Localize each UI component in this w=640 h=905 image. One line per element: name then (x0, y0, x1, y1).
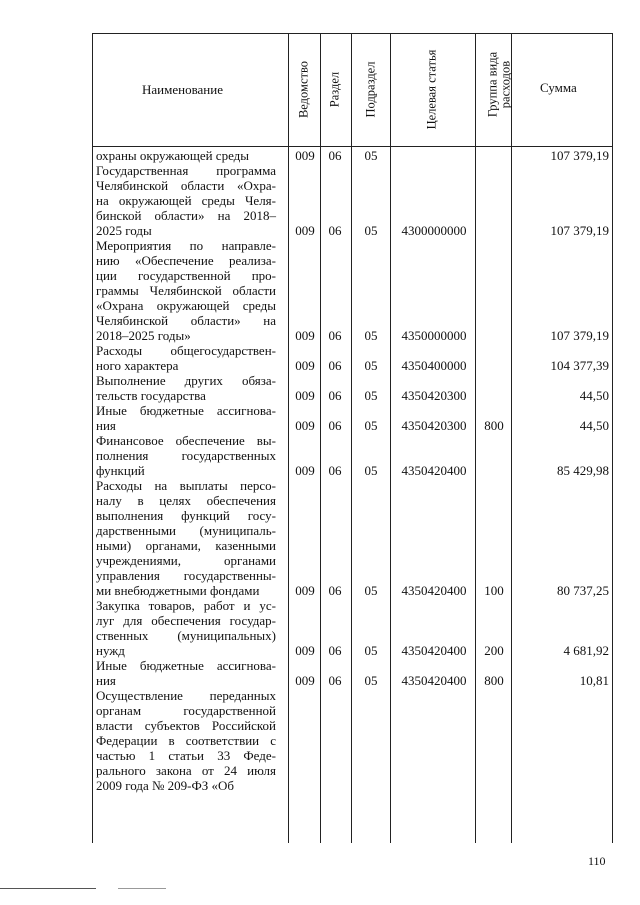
cell-summa: 10,81 (579, 673, 609, 688)
row-name-line: ния (96, 418, 116, 433)
cell-summa: 107 379,19 (550, 223, 609, 238)
cell-celevaya: 4350400000 (401, 358, 467, 373)
row-name (96, 163, 276, 238)
row-name-line: учреждениями, органами (96, 553, 276, 568)
cell-podrazdel: 05 (364, 328, 378, 343)
header-summa: Сумма (540, 80, 577, 95)
cell-podrazdel: 05 (364, 673, 378, 688)
row-name-line: Осуществление переданных (96, 688, 276, 703)
cell-razdel: 06 (328, 643, 342, 658)
cell-razdel: 06 (328, 673, 342, 688)
row-name-line: выполнения функций госу- (96, 508, 276, 523)
row-name-line: ции государственной про- (96, 268, 276, 283)
cell-vedomstvo: 009 (295, 463, 315, 478)
cell-gruppa: 800 (484, 418, 504, 433)
cell-summa: 107 379,19 (550, 328, 609, 343)
row-name-line: ными) органами, казенными (96, 538, 276, 553)
table-row (0, 403, 640, 433)
row-name (96, 598, 276, 658)
cell-podrazdel: 05 (364, 223, 378, 238)
row-name-line: рального закона от 24 июля (96, 763, 276, 778)
row-name-line: ния (96, 673, 116, 688)
cell-gruppa: 100 (484, 583, 504, 598)
row-name-line: полнения государственных (96, 448, 276, 463)
cell-celevaya: 4350420400 (401, 673, 467, 688)
table-row (0, 688, 640, 793)
row-name-line: нию «Обеспечение реализа- (96, 253, 276, 268)
row-name-line: налу в целях обеспечения (96, 493, 276, 508)
cell-razdel: 06 (328, 358, 342, 373)
header-name: Наименование (142, 82, 223, 97)
table-row (0, 373, 640, 403)
row-name (96, 658, 276, 688)
cell-celevaya: 4350420400 (401, 643, 467, 658)
scan-artifact (0, 888, 96, 889)
row-name (96, 688, 276, 793)
cell-podrazdel: 05 (364, 583, 378, 598)
cell-razdel: 06 (328, 223, 342, 238)
row-name-line: нужд (96, 643, 125, 658)
row-name-line: Челябинской области» на (96, 313, 276, 328)
cell-razdel: 06 (328, 463, 342, 478)
header-celevaya: Целевая статья (424, 49, 439, 130)
row-name-line: ственных (муниципальных) (96, 628, 276, 643)
cell-podrazdel: 05 (364, 643, 378, 658)
cell-podrazdel: 05 (364, 463, 378, 478)
row-name-line: луг для обеспечения государ- (96, 613, 276, 628)
row-name-line: Иные бюджетные ассигнова- (96, 403, 276, 418)
cell-razdel: 06 (328, 418, 342, 433)
row-name-line: 2025 годы (96, 223, 152, 238)
row-name (96, 373, 276, 403)
row-name-line: органам государственной (96, 703, 276, 718)
table-row (0, 433, 640, 478)
cell-podrazdel: 05 (364, 148, 378, 163)
table-row (0, 163, 640, 238)
cell-razdel: 06 (328, 388, 342, 403)
row-name-line: тельств государства (96, 388, 206, 403)
table-row (0, 598, 640, 658)
cell-summa: 104 377,39 (550, 358, 609, 373)
cell-vedomstvo: 009 (295, 673, 315, 688)
header-podrazdel: Подраздел (363, 61, 378, 118)
cell-vedomstvo: 009 (295, 643, 315, 658)
cell-celevaya: 4350420300 (401, 418, 467, 433)
cell-summa: 107 379,19 (550, 148, 609, 163)
cell-vedomstvo: 009 (295, 148, 315, 163)
row-name-line: 2018–2025 годы» (96, 328, 191, 343)
cell-podrazdel: 05 (364, 418, 378, 433)
row-name (96, 478, 276, 598)
row-name (96, 403, 276, 433)
header-gruppa-line2: расходов (498, 60, 513, 109)
row-name-line: ного характера (96, 358, 179, 373)
cell-celevaya: 4350420300 (401, 388, 467, 403)
cell-celevaya: 4350000000 (401, 328, 467, 343)
row-name (96, 148, 276, 163)
row-name-line: власти субъектов Российской (96, 718, 276, 733)
cell-celevaya: 4350420400 (401, 583, 467, 598)
row-name-line: Финансовое обеспечение вы- (96, 433, 276, 448)
table-row (0, 238, 640, 343)
cell-podrazdel: 05 (364, 388, 378, 403)
cell-vedomstvo: 009 (295, 418, 315, 433)
row-name-line: Закупка товаров, работ и ус- (96, 598, 276, 613)
cell-vedomstvo: 009 (295, 223, 315, 238)
row-name-line: Государственная программа (96, 163, 276, 178)
row-name-line: Иные бюджетные ассигнова- (96, 658, 276, 673)
cell-razdel: 06 (328, 583, 342, 598)
header-vedomstvo: Ведомство (296, 60, 311, 119)
row-name-line: Федерации в соответствии с (96, 733, 276, 748)
cell-summa: 44,50 (579, 418, 609, 433)
cell-razdel: 06 (328, 328, 342, 343)
row-name-line: управления государственны- (96, 568, 276, 583)
row-name (96, 238, 276, 343)
header-bottom-border (92, 146, 613, 147)
row-name-line: функций (96, 463, 145, 478)
cell-gruppa: 800 (484, 673, 504, 688)
cell-summa: 85 429,98 (557, 463, 609, 478)
cell-podrazdel: 05 (364, 358, 378, 373)
header-razdel: Раздел (327, 71, 342, 108)
cell-summa: 80 737,25 (557, 583, 609, 598)
row-name (96, 343, 276, 373)
cell-summa: 44,50 (579, 388, 609, 403)
header-gruppa-line1: Группа вида (485, 51, 500, 118)
row-name-line: бинской области» на 2018– (96, 208, 276, 223)
table-row (0, 343, 640, 373)
row-name-line: 2009 года № 209-ФЗ «Об (96, 778, 235, 793)
cell-gruppa: 200 (484, 643, 504, 658)
cell-vedomstvo: 009 (295, 388, 315, 403)
cell-celevaya: 4350420400 (401, 463, 467, 478)
row-name-line: Челябинской области «Охра- (96, 178, 276, 193)
table-row (0, 148, 640, 163)
cell-vedomstvo: 009 (295, 358, 315, 373)
table-border-top (92, 33, 613, 34)
row-name-line: Расходы на выплаты персо- (96, 478, 276, 493)
cell-celevaya: 4300000000 (401, 223, 467, 238)
table-row (0, 658, 640, 688)
table-row (0, 478, 640, 598)
row-name-line: «Охрана окружающей среды (96, 298, 276, 313)
row-name-line: частью 1 статьи 33 Феде- (96, 748, 276, 763)
row-name-line: Расходы общегосударствен- (96, 343, 276, 358)
row-name-line: охраны окружающей среды (96, 148, 250, 163)
cell-vedomstvo: 009 (295, 583, 315, 598)
row-name-line: на окружающей среды Челя- (96, 193, 276, 208)
row-name-line: дарственными (муниципаль- (96, 523, 276, 538)
row-name-line: Мероприятия по направле- (96, 238, 276, 253)
cell-vedomstvo: 009 (295, 328, 315, 343)
page-number: 110 (588, 854, 606, 868)
cell-razdel: 06 (328, 148, 342, 163)
scan-artifact (118, 888, 166, 889)
row-name-line: граммы Челябинской области (96, 283, 276, 298)
row-name-line: ми внебюджетными фондами (96, 583, 260, 598)
cell-summa: 4 681,92 (563, 643, 609, 658)
row-name (96, 433, 276, 478)
row-name-line: Выполнение других обяза- (96, 373, 276, 388)
